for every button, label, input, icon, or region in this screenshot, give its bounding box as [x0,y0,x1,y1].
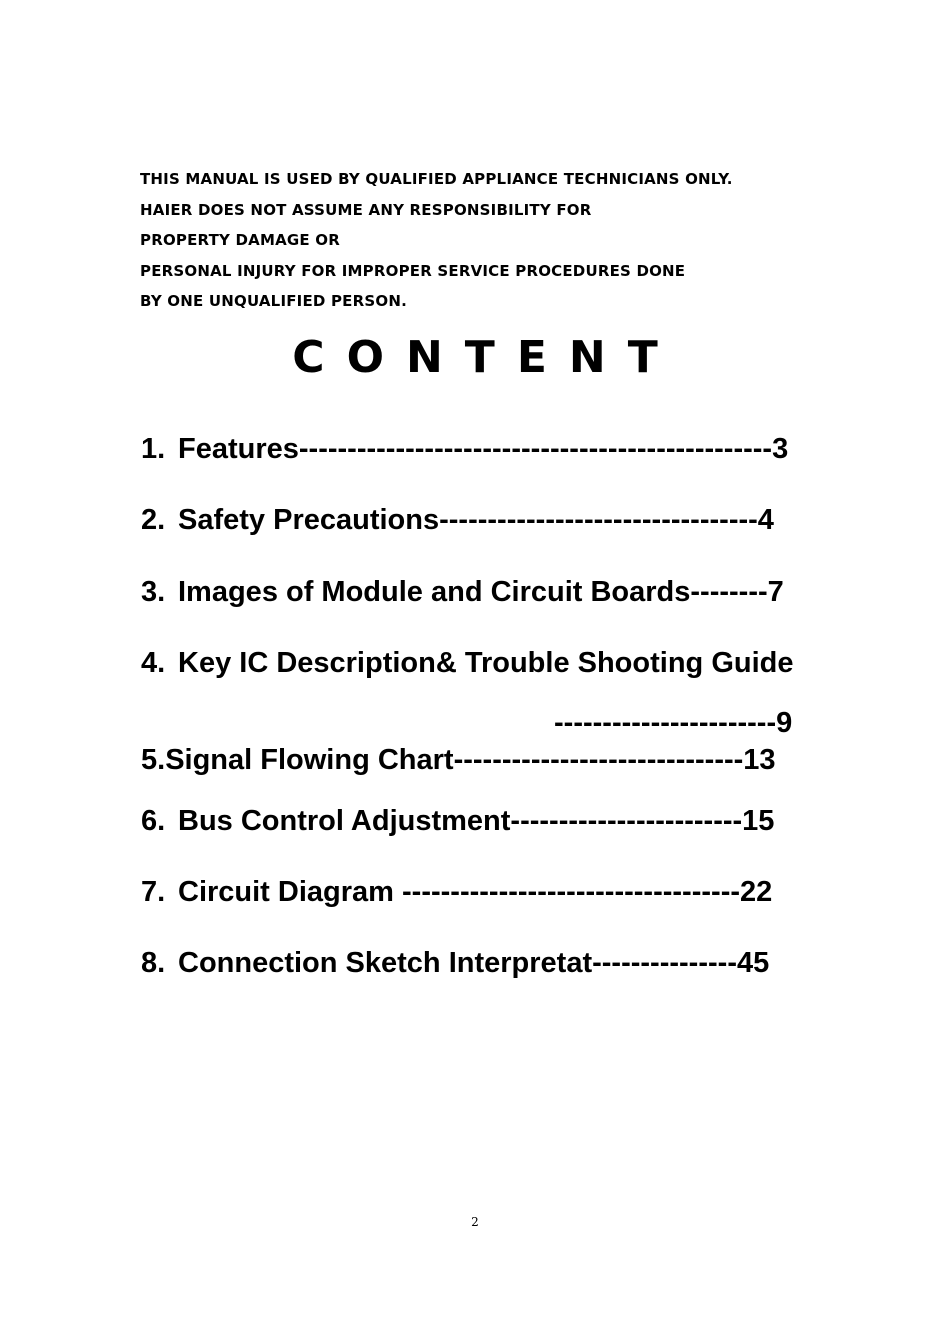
toc-item-number: 4. [141,647,166,679]
disclaimer-line: BY ONE UNQUALIFIED PERSON. [140,292,407,310]
disclaimer-line: PROPERTY DAMAGE OR [140,231,341,249]
disclaimer-line: HAIER DOES NOT ASSUME ANY RESPONSIBILITY FOR [140,200,592,219]
toc-item-text: Bus Control Adjustment------------------------15 [178,805,775,837]
toc-item-text: Safety Precautions---------------------------------4 [178,504,774,536]
page-number: 2 [471,1215,479,1229]
disclaimer-block [140,164,860,317]
disclaimer-line: PERSONAL INJURY FOR IMPROPER SERVICE PROCEDURES DONE [140,261,686,280]
toc-item-key-ic-continuation[interactable]: -----------------------9 [554,707,793,739]
toc-item-signal-flowing-chart[interactable] [141,743,776,777]
content-heading: CONTENT [292,332,680,383]
toc-item-number: 6. [141,805,166,837]
toc-item-number: 8. [141,947,166,979]
toc-item-number: 7. [141,876,166,908]
toc-item-text: Signal Flowing Chart------------------------------13 [165,744,776,776]
toc-item-connection-sketch[interactable] [141,946,769,980]
toc-item-text: Key IC Description& Trouble Shooting Guide [178,647,794,679]
toc-item-text: Connection Sketch Interpretat---------------45 [178,947,770,979]
toc-item-number: 3. [141,576,166,608]
toc-item-number: 2. [141,504,166,536]
disclaimer-line: THIS MANUAL IS USED BY QUALIFIED APPLIANCE TECHNICIANS ONLY. [140,170,733,188]
toc-item-images-of-module[interactable] [141,575,784,609]
toc-item-key-ic-description[interactable] [141,646,794,680]
toc-item-bus-control-adjustment[interactable] [141,804,774,838]
toc-item-number: 5. [141,744,166,776]
toc-item-features[interactable] [141,432,788,466]
toc-item-safety-precautions[interactable] [141,503,774,537]
toc-item-text: Circuit Diagram -----------------------------------22 [178,876,773,908]
toc-item-circuit-diagram[interactable] [141,875,772,909]
toc-item-number: 1. [141,433,166,465]
toc-item-text: Images of Module and Circuit Boards--------7 [178,576,784,608]
toc-item-text: Features-------------------------------------------------3 [178,433,789,465]
